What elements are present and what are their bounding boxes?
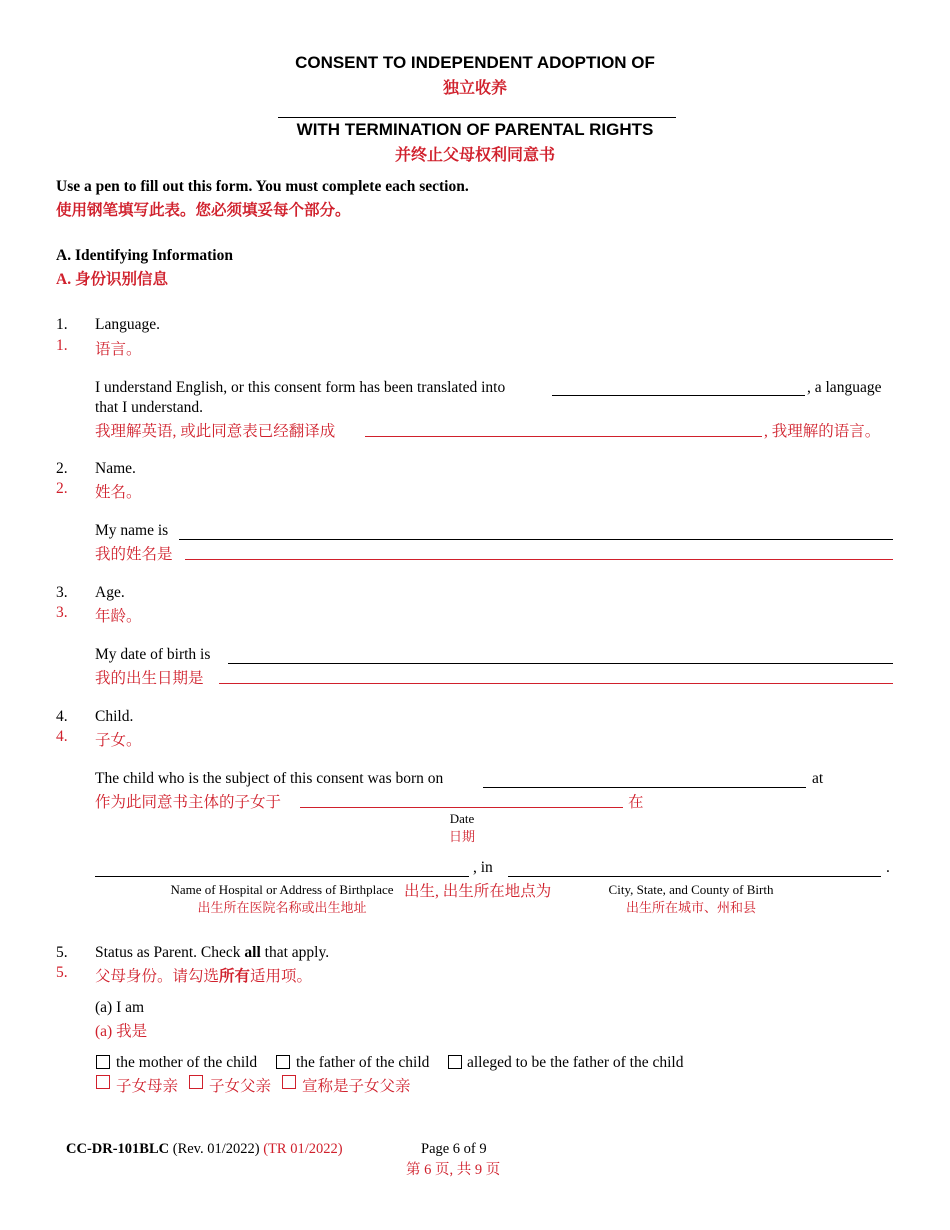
period-text: .	[886, 859, 890, 876]
item-2-label-zh: 姓名。	[95, 484, 142, 501]
father-checkbox[interactable]	[276, 1055, 290, 1069]
footer-form-id: CC-DR-101BLC (Rev. 01/2022) (TR 01/2022)	[66, 1141, 343, 1157]
item-1-label-zh: 语言。	[95, 341, 142, 358]
item-2-number-zh: 2.	[56, 480, 68, 497]
item-3-number-zh: 3.	[56, 604, 68, 621]
alleged-father-label-zh: 宣称是子女父亲	[302, 1078, 411, 1095]
section-a-heading-zh: A. 身份识别信息	[56, 271, 168, 288]
birth-date-input-line-zh[interactable]	[300, 807, 623, 808]
father-label-zh: 子女父亲	[209, 1078, 272, 1095]
child-at-text-zh: 在	[628, 794, 644, 811]
birth-location-text-zh: 出生, 出生所在地点为	[404, 883, 552, 900]
alleged-father-checkbox-zh[interactable]	[282, 1075, 296, 1089]
name-input-line-zh[interactable]	[185, 559, 893, 560]
dob-input-line[interactable]	[228, 663, 893, 664]
title-line2: WITH TERMINATION OF PARENTAL RIGHTS	[296, 120, 654, 139]
footer-page: Page 6 of 9	[421, 1141, 487, 1157]
mother-label-zh: 子女母亲	[116, 1078, 179, 1095]
language-text: I understand English, or this consent form has been translated into	[95, 379, 506, 396]
hospital-caption: Name of Hospital or Address of Birthplace	[170, 882, 394, 897]
sub-a-label-zh: (a) 我是	[95, 1023, 148, 1040]
city-caption: City, State, and County of Birth	[608, 882, 774, 897]
language-text-2: , a language	[807, 379, 882, 396]
item-1-label: Language.	[95, 316, 160, 333]
mother-checkbox[interactable]	[96, 1055, 110, 1069]
alleged-father-checkbox[interactable]	[448, 1055, 462, 1069]
item-3-label-zh: 年龄。	[95, 608, 142, 625]
dob-text: My date of birth is	[95, 646, 211, 663]
item-1-number-zh: 1.	[56, 337, 68, 354]
date-caption: Date	[449, 811, 475, 826]
in-text: , in	[473, 859, 493, 876]
item-4-number: 4.	[56, 708, 68, 725]
father-checkbox-zh[interactable]	[189, 1075, 203, 1089]
instructions-zh: 使用钢笔填写此表。您必须填妥每个部分。	[56, 202, 351, 219]
language-text-zh-2: , 我理解的语言。	[764, 423, 881, 440]
dob-text-zh: 我的出生日期是	[95, 670, 204, 687]
language-input-line-zh[interactable]	[365, 436, 762, 437]
mother-checkbox-zh[interactable]	[96, 1075, 110, 1089]
child-at-text: at	[812, 770, 824, 787]
birth-date-input-line[interactable]	[483, 787, 806, 788]
item-4-label: Child.	[95, 708, 134, 725]
item-4-number-zh: 4.	[56, 728, 68, 745]
item-1-number: 1.	[56, 316, 68, 333]
sub-a-label: (a) I am	[95, 999, 145, 1016]
footer-page-zh: 第 6 页, 共 9 页	[406, 1162, 501, 1178]
hospital-caption-zh: 出生所在医院名称或出生地址	[197, 900, 367, 915]
date-caption-zh: 日期	[448, 829, 475, 844]
city-input-line[interactable]	[508, 876, 881, 877]
item-5-label: Status as Parent. Check all that apply.	[95, 944, 330, 961]
title-underline	[278, 117, 676, 118]
language-text-zh: 我理解英语, 或此同意表已经翻译成	[95, 423, 336, 440]
name-text-zh: 我的姓名是	[95, 546, 173, 563]
title-line2-zh: 并终止父母权利同意书	[394, 145, 555, 164]
item-5-number: 5.	[56, 944, 68, 961]
language-text-3: that I understand.	[95, 399, 204, 416]
name-text: My name is	[95, 522, 169, 539]
dob-input-line-zh[interactable]	[219, 683, 893, 684]
item-5-label-zh: 父母身份。请勾选所有适用项。	[95, 968, 313, 985]
birthplace-input-line[interactable]	[95, 876, 469, 877]
city-caption-zh: 出生所在城市、州和县	[625, 900, 756, 915]
item-5-number-zh: 5.	[56, 964, 68, 981]
instructions-en: Use a pen to fill out this form. You must complete each section.	[56, 178, 469, 195]
child-born-text: The child who is the subject of this consent was born on	[95, 770, 444, 787]
father-label: the father of the child	[296, 1054, 430, 1071]
item-2-label: Name.	[95, 460, 136, 477]
item-4-label-zh: 子女。	[95, 732, 142, 749]
item-2-number: 2.	[56, 460, 68, 477]
language-input-line[interactable]	[552, 395, 805, 396]
title-line1: CONSENT TO INDEPENDENT ADOPTION OF	[295, 53, 655, 72]
item-3-label: Age.	[95, 584, 125, 601]
name-input-line[interactable]	[179, 539, 893, 540]
child-born-text-zh: 作为此同意书主体的子女于	[95, 794, 282, 811]
title-line1-zh: 独立收养	[442, 78, 507, 97]
section-a-heading: A. Identifying Information	[56, 247, 233, 264]
mother-label: the mother of the child	[116, 1054, 258, 1071]
item-3-number: 3.	[56, 584, 68, 601]
alleged-father-label: alleged to be the father of the child	[467, 1054, 684, 1071]
